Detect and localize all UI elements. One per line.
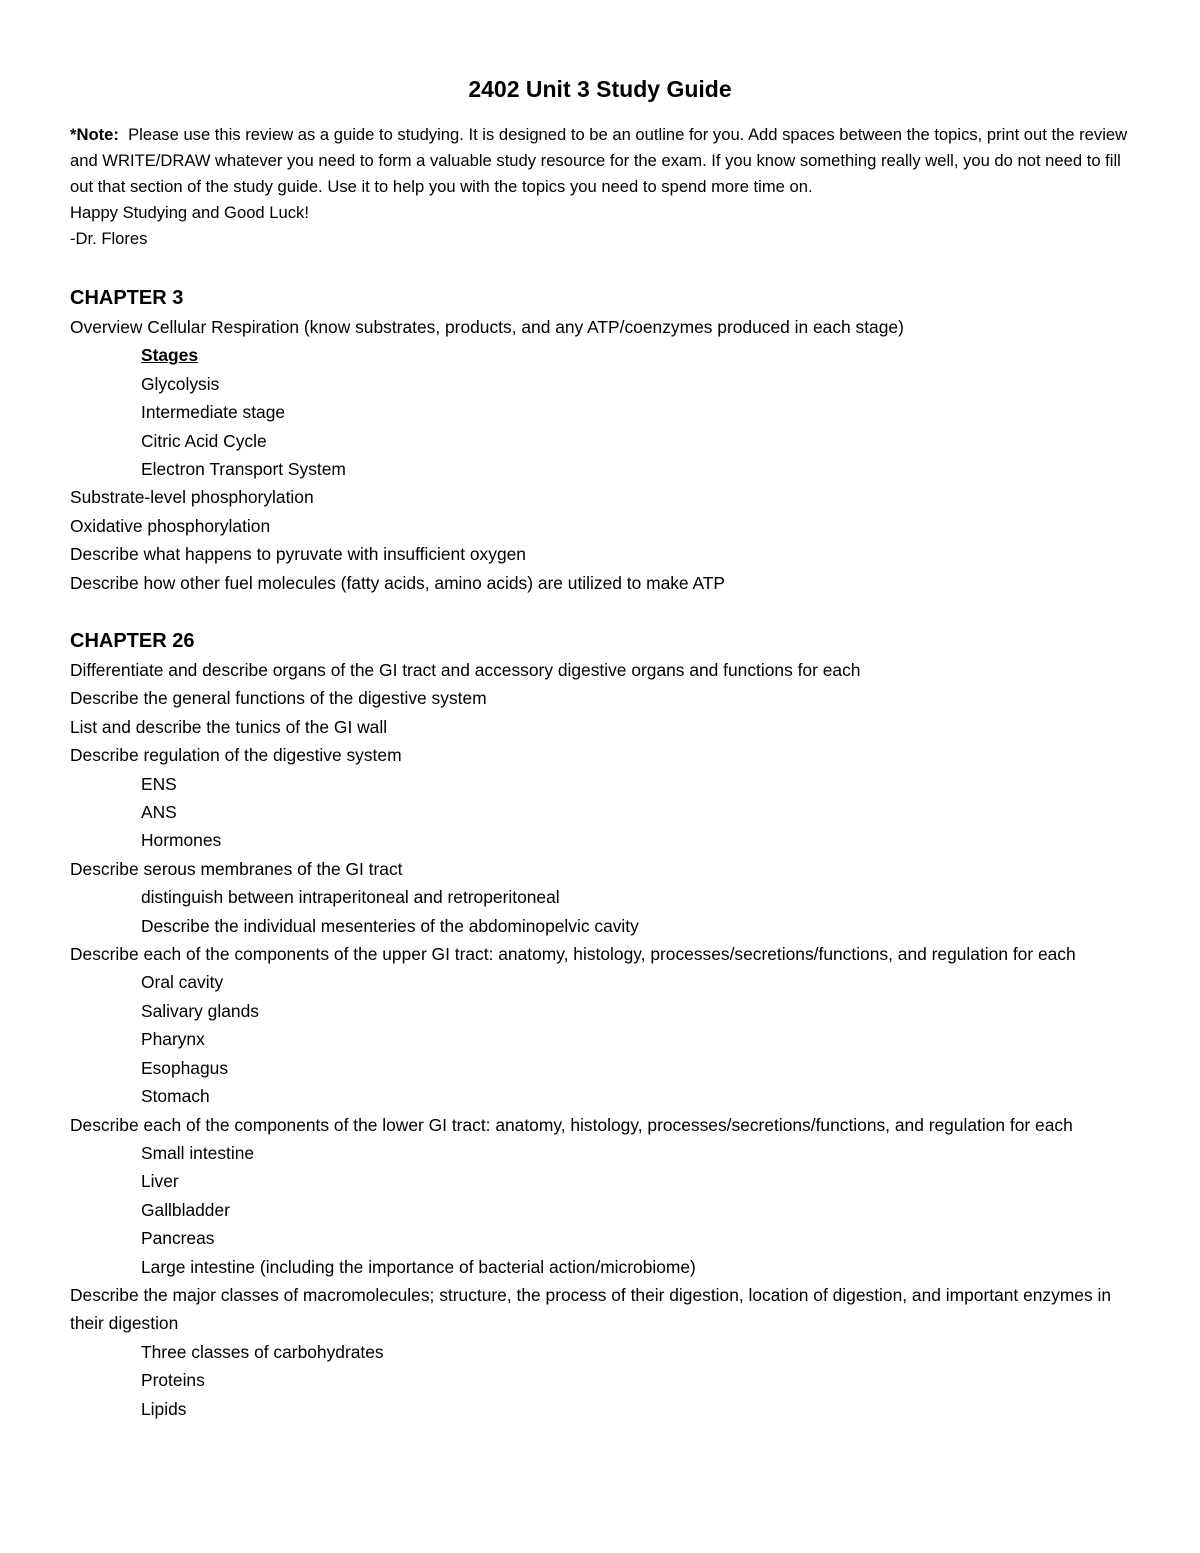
sub-item: Lipids	[141, 1398, 187, 1419]
sub-item: distinguish between intraperitoneal and retroperitoneal	[141, 887, 560, 908]
stage-item: Electron Transport System	[141, 459, 346, 480]
chapter-26-section	[70, 626, 1140, 1423]
chapter-3-section	[70, 283, 1140, 597]
stages-heading	[70, 341, 1140, 369]
sub-item: Pancreas	[141, 1228, 215, 1249]
note-signature: -Dr. Flores	[70, 229, 148, 248]
note-block	[70, 122, 1140, 252]
list-item: Describe regulation of the digestive system	[70, 745, 402, 766]
sub-item: Pharynx	[141, 1029, 205, 1050]
list-item: Describe what happens to pyruvate with insufficient oxygen	[70, 544, 526, 565]
chapter-26-heading: CHAPTER 26	[70, 630, 195, 652]
note-text: Please use this review as a guide to studying. It is designed to be an outline for you. Add spaces between the topics, print out the review and WRITE/DRAW whatever you need to form a valuable study resource for the exam. If you know something really well, you do not need to fill out that section of the study guide. Use it to help you with the topics you need to spend more time on.	[70, 125, 1128, 196]
sub-item: Hormones	[141, 830, 222, 851]
note-label: *Note:	[70, 125, 119, 144]
list-item: Overview Cellular Respiration (know substrates, products, and any ATP/coenzymes produced in each stage)	[70, 317, 904, 337]
sub-item: Esophagus	[141, 1057, 229, 1078]
list-item: List and describe the tunics of the GI wall	[70, 716, 388, 737]
stage-item: Citric Acid Cycle	[141, 430, 267, 451]
note-closing: Happy Studying and Good Luck!	[70, 203, 309, 222]
sub-item: Small intestine	[141, 1142, 255, 1163]
sub-item: Gallbladder	[141, 1199, 230, 1220]
sub-item: Oral cavity	[141, 972, 224, 993]
page-title: 2402 Unit 3 Study Guide	[468, 76, 732, 102]
list-item: Substrate-level phosphorylation	[70, 487, 314, 508]
sub-item: Describe the individual mesenteries of the abdominopelvic cavity	[141, 915, 639, 936]
list-item: Describe the general functions of the digestive system	[70, 688, 487, 709]
list-item: Describe each of the components of the lower GI tract: anatomy, histology, processes/secretions/functions, and regulation for each	[70, 1114, 1073, 1135]
sub-item: ENS	[141, 773, 177, 794]
stages-label: Stages	[141, 345, 199, 366]
note-paragraph	[70, 122, 1140, 200]
list-item: Oxidative phosphorylation	[70, 515, 271, 536]
stage-item: Glycolysis	[141, 373, 220, 394]
sub-item: Salivary glands	[141, 1000, 259, 1021]
list-item: Describe each of the components of the upper GI tract: anatomy, histology, processes/secretions/functions, and regulation for each	[70, 944, 1076, 965]
sub-item: Three classes of carbohydrates	[141, 1341, 384, 1362]
list-item: Describe serous membranes of the GI tract	[70, 858, 403, 879]
chapter-3-heading: CHAPTER 3	[70, 287, 184, 309]
list-item: Describe how other fuel molecules (fatty acids, amino acids) are utilized to make ATP	[70, 572, 726, 593]
sub-item: ANS	[141, 802, 177, 823]
sub-item: Stomach	[141, 1086, 210, 1107]
stage-item: Intermediate stage	[141, 402, 286, 423]
list-item: Describe the major classes of macromolecules; structure, the process of their digestion, location of digestion, and important enzymes in their digestion	[70, 1284, 1112, 1334]
sub-item: Liver	[141, 1171, 179, 1192]
sub-item: Proteins	[141, 1370, 205, 1391]
sub-item: Large intestine (including the importance of bacterial action/microbiome)	[141, 1256, 696, 1277]
list-item: Differentiate and describe organs of the GI tract and accessory digestive organs and functions for each	[70, 660, 861, 680]
